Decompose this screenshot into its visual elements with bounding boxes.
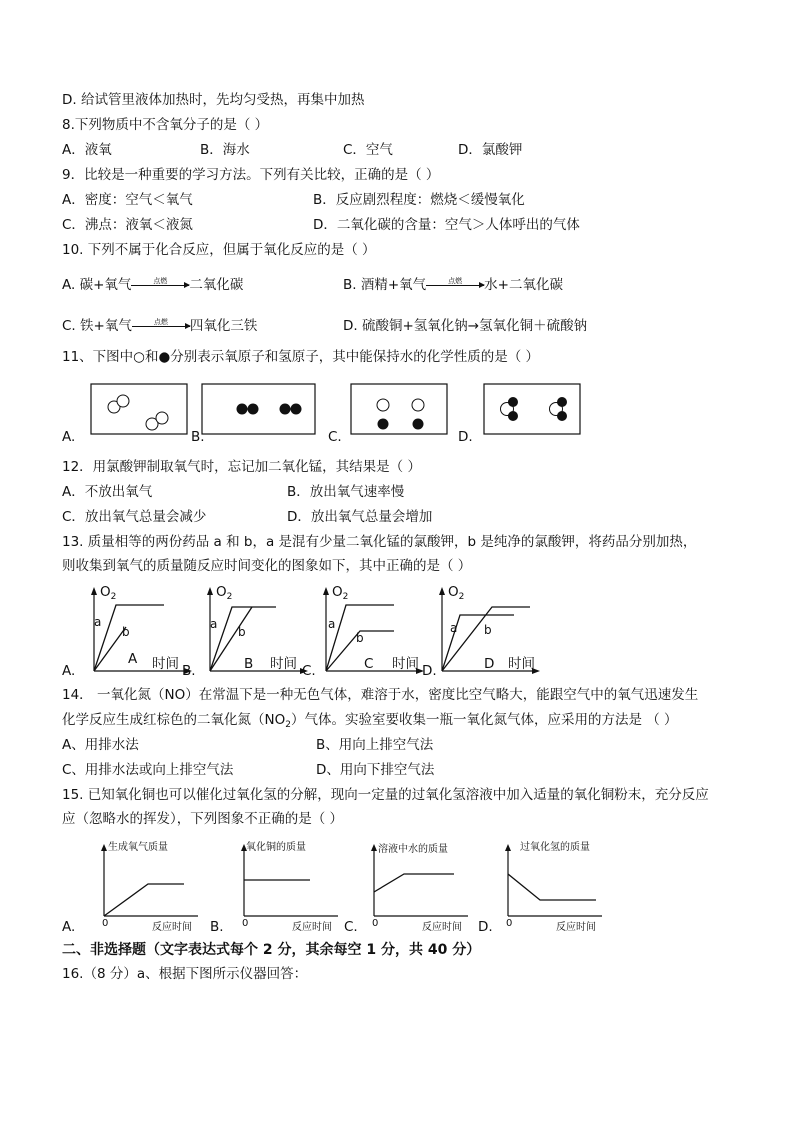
q12-option-d: D．放出氧气总量会增加	[287, 509, 433, 525]
arrow-icon: →	[467, 318, 480, 334]
q8-option-d: D．氯酸钾	[458, 142, 523, 158]
q9-option-c: C．沸点：液氧＜液氮	[62, 217, 193, 233]
q13-d-ylabel: $O_2$	[448, 584, 465, 602]
q15-label-c: C.	[344, 919, 358, 935]
q9-option-b: B．反应剧烈程度：燃烧＜缓慢氧化	[313, 192, 525, 208]
q13-c-line-b-label: b	[356, 631, 364, 645]
q10-d-products: 氢氧化铜＋硫酸钠	[479, 318, 588, 334]
q13-graph-b-letter: B	[244, 656, 254, 672]
q14-option-d: D、用向下排空气法	[316, 762, 435, 778]
q13-graph-a-letter: A	[128, 651, 138, 667]
q15-a-origin: 0	[102, 918, 109, 929]
q13-label-b: B.	[182, 663, 196, 679]
hydrogen-atom-icon	[413, 419, 424, 430]
q12-option-b: B．放出氧气速率慢	[287, 484, 405, 500]
q11-label-c: C.	[328, 429, 342, 445]
q13-graph-c-xlabel: 时间	[392, 656, 419, 672]
q15-label-b: B.	[210, 919, 224, 935]
hydrogen-atom-icon	[237, 404, 248, 415]
q15-graph-d	[498, 838, 610, 932]
q10-c-reactants: C. 铁+氧气	[62, 318, 132, 334]
q13-label-a: A.	[62, 663, 76, 679]
q12-stem: 12．用氯酸钾制取氧气时，忘记加二氧化锰，其结果是（ ）	[62, 459, 421, 475]
q13-label-d: D.	[422, 663, 437, 679]
hydrogen-atom-icon	[291, 404, 302, 415]
q10-option-b	[343, 276, 563, 294]
q14-option-a: A、用排水法	[62, 737, 139, 753]
q13-graph-d-letter: D	[484, 656, 495, 672]
q10-d-reactants: D. 硫酸铜+氢氧化钠	[343, 318, 468, 334]
q11-molecule-diagram-d	[476, 378, 586, 442]
q15-stem-line2: 应（忽略水的挥发），下列图象不正确的是（ ）	[62, 811, 344, 827]
q12-option-a: A．不放出氧气	[62, 484, 153, 500]
q11-box-a	[91, 384, 187, 434]
reaction-arrow-icon: 点燃	[132, 319, 190, 333]
q13-a-ylabel: $O_2$	[100, 584, 117, 602]
q12-option-c: C．放出氧气总量会减少	[62, 509, 207, 525]
q15-graph-c	[364, 838, 476, 932]
q10-option-c	[62, 317, 257, 335]
q13-graph-b-xlabel: 时间	[270, 656, 297, 672]
q13-b-line-b-label: b	[238, 625, 246, 639]
oxygen-atom-icon	[156, 412, 168, 424]
hydrogen-atom-icon	[557, 397, 567, 407]
q13-a-line-a-label: a	[94, 615, 102, 629]
q15-d-title: 过氧化氢的质量	[520, 842, 590, 853]
oxygen-atom-icon	[412, 399, 424, 411]
q13-d-line-b-label: b	[484, 623, 492, 637]
q13-d-line-a-label: a	[450, 621, 458, 635]
hydrogen-atom-icon	[557, 411, 567, 421]
q15-c-title: 溶液中水的质量	[378, 844, 448, 855]
q10-a-products: 二氧化碳	[189, 277, 244, 293]
hydrogen-atom-icon	[508, 397, 518, 407]
q10-a-reactants: A. 碳+氧气	[62, 277, 132, 293]
q13-a-line-b-label: b	[122, 625, 130, 639]
oxygen-atom-icon	[117, 395, 129, 407]
q8-option-a: A．液氧	[62, 142, 112, 158]
q11-label-b: B.	[191, 429, 205, 445]
q11-label-d: D.	[458, 429, 473, 445]
q15-d-origin: 0	[506, 918, 513, 929]
q13-stem-line1: 13. 质量相等的两份药品 a 和 b，a 是混有少量二氧化锰的氯酸钾，b 是纯净的氯酸钾，将药品分别加热，	[62, 534, 697, 550]
q15-a-title: 生成氧气质量	[108, 842, 168, 853]
q15-d-xlabel: 反应时间	[556, 922, 596, 933]
q15-c-origin: 0	[372, 918, 379, 929]
hydrogen-atom-icon	[378, 419, 389, 430]
q8-option-c: C．空气	[343, 142, 393, 158]
q15-b-xlabel: 反应时间	[292, 922, 332, 933]
q13-c-line-a-label: a	[328, 617, 336, 631]
oxygen-atom-icon	[377, 399, 389, 411]
q10-b-reactants: B. 酒精+氧气	[343, 277, 427, 293]
q9-stem: 9．比较是一种重要的学习方法。下列有关比较，正确的是（ ）	[62, 167, 440, 183]
q15-graph-a	[94, 838, 206, 932]
q10-c-products: 四氧化三铁	[189, 318, 258, 334]
q10-stem: 10. 下列不属于化合反应，但属于氧化反应的是（ ）	[62, 242, 376, 258]
q11-box-d	[484, 384, 580, 434]
q13-label-c: C.	[302, 663, 316, 679]
q15-label-a: A.	[62, 919, 76, 935]
q10-b-products: 水+二氧化碳	[484, 277, 563, 293]
q10-option-d	[343, 317, 587, 335]
q15-a-xlabel: 反应时间	[152, 922, 192, 933]
reaction-arrow-icon: 点燃	[131, 278, 189, 292]
q14-option-b: B、用向上排空气法	[316, 737, 434, 753]
hydrogen-atom-icon	[280, 404, 291, 415]
q15-b-origin: 0	[242, 918, 249, 929]
q14-option-c: C、用排水法或向上排空气法	[62, 762, 234, 778]
section-2-title: 二、非选择题（文字表达式每个 2 分，其余每空 1 分，共 40 分）	[62, 942, 481, 958]
q13-graph-a-xlabel: 时间	[152, 656, 179, 672]
q15-c-xlabel: 反应时间	[422, 922, 462, 933]
q13-b-ylabel: $O_2$	[216, 584, 233, 602]
q7-option-d: D. 给试管里液体加热时，先均匀受热，再集中加热	[62, 92, 365, 108]
q8-stem: 8.下列物质中不含氧分子的是（ ）	[62, 117, 269, 133]
q16-stem: 16.（8 分）a、根据下图所示仪器回答：	[62, 966, 308, 982]
q11-molecule-diagrams	[60, 378, 480, 442]
q13-stem-line2: 则收集到氧气的质量随反应时间变化的图象如下，其中正确的是（ ）	[62, 558, 472, 574]
q9-option-d: D．二氧化碳的含量：空气＞人体呼出的气体	[313, 217, 580, 233]
q10-option-a	[62, 276, 243, 294]
q13-graph-a	[86, 585, 196, 675]
q15-stem-line1: 15. 已知氧化铜也可以催化过氧化氢的分解，现向一定量的过氧化氢溶液中加入适量的氧化铜粉末，充分反应	[62, 787, 709, 803]
q11-box-c	[351, 384, 447, 434]
q13-b-line-a-label: a	[210, 617, 218, 631]
q11-stem: 11、下图中○和●分别表示氧原子和氢原子，其中能保持水的化学性质的是（ ）	[62, 349, 540, 365]
q9-option-a: A．密度：空气＜氧气	[62, 192, 193, 208]
hydrogen-atom-icon	[508, 411, 518, 421]
q14-stem-line1: 14． 一氧化氮（NO）在常温下是一种无色气体，难溶于水，密度比空气略大，能跟空气中的氧气迅速发生	[62, 687, 699, 703]
q8-option-b: B．海水	[200, 142, 250, 158]
q13-graph-c-letter: C	[364, 656, 374, 672]
q14-stem-line2: 化学反应生成红棕色的二氧化氮$(NO_2)$气体。实验室要收集一瓶一氧化氮气体，应采用的方法是 （ ）	[62, 712, 678, 730]
q11-label-a: A.	[62, 429, 76, 445]
hydrogen-atom-icon	[248, 404, 259, 415]
q13-c-ylabel: $O_2$	[332, 584, 349, 602]
q13-graph-d-xlabel: 时间	[508, 656, 535, 672]
q15-graph-b	[234, 838, 346, 932]
q15-b-title: 氧化铜的质量	[246, 842, 306, 853]
q15-label-d: D.	[478, 919, 493, 935]
reaction-arrow-icon: 点燃	[426, 278, 484, 292]
